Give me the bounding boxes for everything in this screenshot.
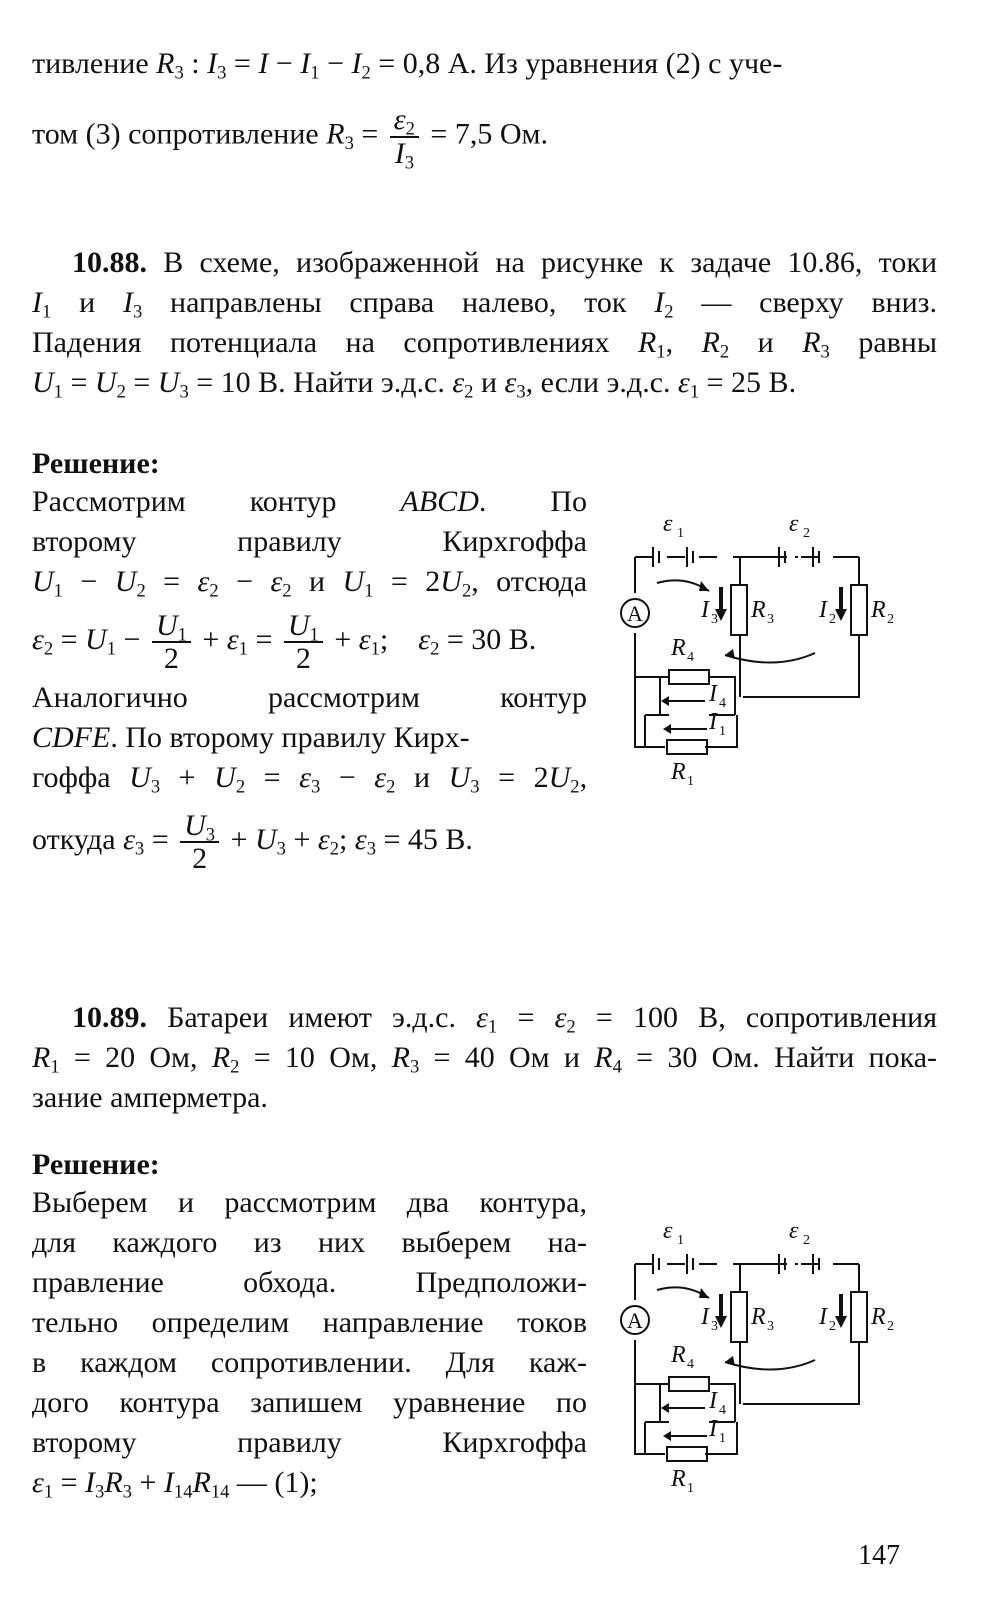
- svg-text:4: 4: [719, 1403, 726, 1418]
- svg-text:1: 1: [677, 1233, 684, 1248]
- i4-label-2: I: [709, 1388, 717, 1414]
- svg-text:1: 1: [677, 526, 684, 541]
- circuit-diagram-2: [605, 1212, 915, 1497]
- i3-label-2: I: [701, 1304, 709, 1330]
- svg-text:2: 2: [829, 1319, 836, 1334]
- svg-text:3: 3: [767, 612, 774, 627]
- svg-text:4: 4: [687, 650, 694, 665]
- svg-text:2: 2: [803, 1233, 810, 1248]
- svg-text:4: 4: [719, 696, 726, 711]
- svg-text:2: 2: [803, 526, 810, 541]
- svg-text:3: 3: [767, 1319, 774, 1334]
- emf1-label: ε: [663, 511, 673, 537]
- svg-text:2: 2: [887, 1319, 894, 1334]
- svg-text:4: 4: [687, 1357, 694, 1372]
- circuit-wires: [621, 547, 867, 754]
- page-number: 147: [858, 1540, 900, 1571]
- svg-text:1: 1: [687, 1481, 694, 1496]
- solution-10-88: Рассмотрим контур ABCD. По второму правилу Кирхгоффа $U_1 - U_2 = \varepsilon_2 - \varepsilon_2$ и $U_1 = 2U_2$, отсюда $\varepsilon_2 = U_1$ − $\frac{U_1}{2}$ + $\varepsilon_1$ = $\frac{U_1}{2}$ + $\varepsilon_1$; $\varepsilon_2 = 30$ В. Аналогично рассмотрим контур CDFE. По второму правилу Кирх- гоффа $U_3 + U_2 = \varepsilon_3 - \varepsilon_2$ и $U_3 = 2U_2$, откуда $\varepsilon_3$ = $\frac{U_3}{2}$ + $U_3 + \varepsilon_2$; $\varepsilon_3 = 45$ В.: [32, 485, 588, 876]
- circuit-wires-2: [621, 1254, 867, 1461]
- i2-label: I: [819, 597, 827, 623]
- continuation-text: тивление $R_3$ : $I_3 = I - I_1 - I_2 = 0,8$ А. Из уравнения (2) с уче-: [32, 47, 783, 84]
- svg-text:1: 1: [719, 1431, 726, 1446]
- solution-10-89: Выберем и рассмотрим два контура, для каждого из них выберем на- правление обхода. Предположи- тельно определим направление токов в каждом сопротивлении. Для каж- дого контура запишем уравнение по второму правилу Кирхгоффа $\varepsilon_1 = I_3R_3 + I_{14}R_{14}$ — (1);: [32, 1186, 587, 1503]
- r2-label-2: R: [871, 1304, 886, 1330]
- i2-label-2: I: [819, 1304, 827, 1330]
- problem-10-88: 10.88. В схеме, изображенной на рисунке к задаче 10.86, токи $I_1$ и $I_3$ направлены справа налево, ток $I_2$ — сверху вниз. Падения потенциала на сопротивлениях $R_1$, $R_2$ и $R_3$ равны $U_1 = U_2 = U_3 = 10$ В. Найти э.д.с. $\varepsilon_2$ и $\varepsilon_3$, если э.д.с. $\varepsilon_1 = 25$ В.: [32, 246, 938, 403]
- r4-label: R: [671, 635, 686, 661]
- emf2-label-2: ε: [789, 1218, 799, 1244]
- circuit-diagram-1: [605, 505, 915, 790]
- r3-label-2: R: [751, 1304, 766, 1330]
- svg-text:2: 2: [887, 612, 894, 627]
- svg-text:2: 2: [829, 612, 836, 627]
- i3-label: I: [701, 597, 709, 623]
- r1-label-2: R: [671, 1466, 686, 1492]
- problem-10-89: 10.89. Батареи имеют э.д.с. $\varepsilon_1 = \varepsilon_2 = 100$ В, сопротивления $R_1 = 20$ Ом, $R_2 = 10$ Ом, $R_3 = 40$ Ом и $R_4 = 30$ Ом. Найти пока- зание амперметра.: [32, 1001, 938, 1114]
- continuation-text-2: том (3) сопротивление $R_3$ = $\frac{\varepsilon_2}{I_3}$ = 7,5 Ом.: [32, 103, 548, 174]
- i1-label-2: I: [709, 1416, 717, 1442]
- emf2-label: ε: [789, 511, 799, 537]
- r1-label: R: [671, 759, 686, 785]
- ammeter-label: A: [627, 601, 643, 626]
- solution-header-1: Решение:: [32, 447, 160, 480]
- solution-header-2: Решение:: [32, 1148, 160, 1181]
- svg-text:1: 1: [719, 724, 726, 739]
- svg-text:3: 3: [711, 612, 718, 627]
- r4-label-2: R: [671, 1342, 686, 1368]
- ammeter-label-2: A: [627, 1308, 643, 1333]
- i4-label: I: [709, 681, 717, 707]
- i1-label: I: [709, 709, 717, 735]
- r3-label: R: [751, 597, 766, 623]
- r2-label: R: [871, 597, 886, 623]
- svg-text:3: 3: [711, 1319, 718, 1334]
- emf1-label-2: ε: [663, 1218, 673, 1244]
- svg-text:1: 1: [687, 774, 694, 789]
